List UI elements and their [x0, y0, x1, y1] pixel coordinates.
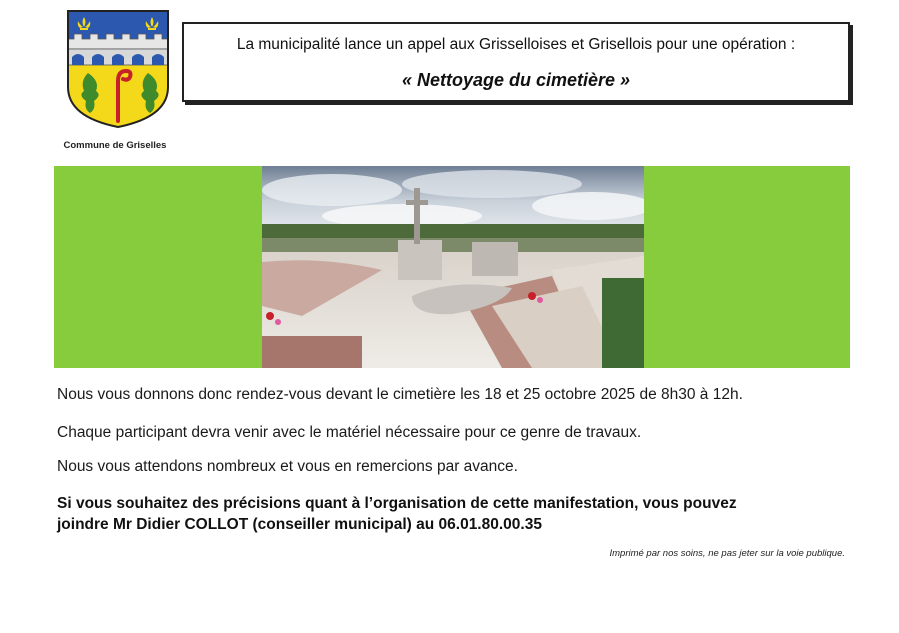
commune-label: Commune de Griselles — [63, 140, 167, 151]
thanks-paragraph: Nous vous attendons nombreux et vous en remercions par avance. — [57, 458, 518, 475]
contact-line-2: joindre Mr Didier COLLOT (conseiller municipal) au 06.01.80.00.35 — [57, 516, 542, 533]
griselles-coat-of-arms-icon — [66, 9, 170, 129]
photo-banner — [54, 166, 850, 368]
headline-intro: La municipalité lance un appel aux Grisselloises et Grisellois pour une opération : — [236, 36, 796, 53]
contact-line-1: Si vous souhaitez des précisions quant à l’organisation de cette manifestation, vous pouvez — [57, 495, 737, 512]
meeting-paragraph: Nous vous donnons donc rendez-vous devant le cimetière les 18 et 25 octobre 2025 de 8h30 à 12h. — [57, 386, 743, 403]
contact-paragraph — [57, 493, 857, 535]
event-title: « Nettoyage du cimetière » — [401, 70, 631, 90]
equipment-paragraph: Chaque participant devra venir avec le matériel nécessaire pour ce genre de travaux. — [57, 424, 642, 441]
cemetery-photo — [262, 166, 644, 368]
headline-box — [182, 22, 850, 102]
imprint-note: Imprimé par nos soins, ne pas jeter sur la voie publique. — [609, 548, 845, 559]
